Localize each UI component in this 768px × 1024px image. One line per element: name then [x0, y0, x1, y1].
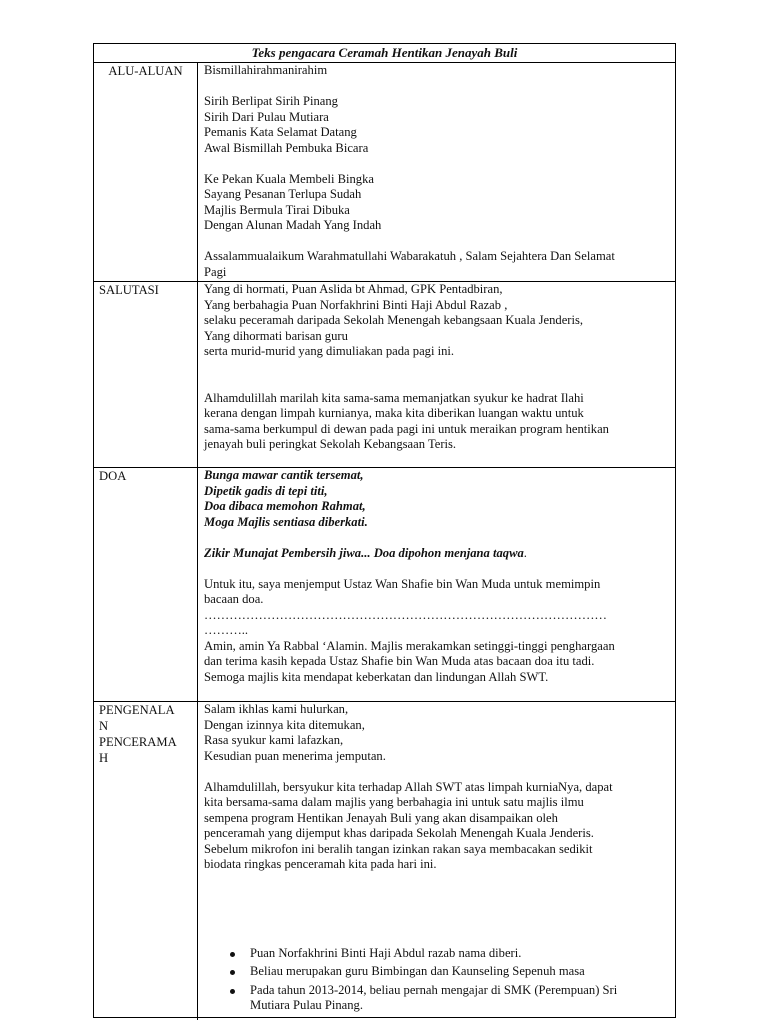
- text-line: Alhamdulillah marilah kita sama-sama memanjatkan syukur ke hadrat Ilahi: [204, 390, 584, 405]
- doa-poem-line: Bunga mawar cantik tersemat,: [204, 468, 364, 482]
- label-doa: DOA: [94, 468, 198, 701]
- doa-poem-line: Doa dibaca memohon Rahmat,: [204, 499, 366, 513]
- list-item-text: Pada tahun 2013-2014, beliau pernah mengajar di SMK (Perempuan) Sri: [250, 982, 618, 997]
- biodata-list: [204, 946, 670, 1014]
- text-line: Alhamdulillah, bersyukur kita terhadap Allah SWT atas limpah kurniaNya, dapat: [204, 779, 613, 794]
- text-line: serta murid-murid yang dimuliakan pada pagi ini.: [204, 344, 455, 358]
- list-item-text: Mutiara Pulau Pinang.: [250, 998, 363, 1012]
- text-line: kita bersama-sama dalam majlis yang berbahagia ini untuk satu majlis ilmu: [204, 795, 584, 809]
- text-line: Untuk itu, saya menjemput Ustaz Wan Shafie bin Wan Muda untuk memimpin: [204, 576, 601, 591]
- content-doa: [198, 468, 675, 685]
- row-doa: [94, 468, 675, 702]
- text-line: Yang berbahagia Puan Norfakhrini Binti Haji Abdul Razab ,: [204, 297, 508, 312]
- row-salutasi: [94, 282, 675, 468]
- zikir-period: .: [523, 545, 527, 560]
- label-salutasi: SALUTASI: [94, 282, 198, 467]
- list-item: [250, 964, 670, 980]
- greeting-line: Assalammualaikum Warahmatullahi Wabarakatuh , Salam Sejahtera Dan Selamat: [204, 249, 615, 263]
- pantun-line: Majlis Bermula Tirai Dibuka: [204, 202, 350, 217]
- doa-poem-line: Dipetik gadis di tepi titi,: [204, 483, 328, 498]
- text-line: biodata ringkas penceramah kita pada hari ini.: [204, 857, 437, 871]
- text-line: kerana dengan limpah kurnianya, maka kita diberikan luangan waktu untuk: [204, 406, 584, 420]
- pantun-line: Ke Pekan Kuala Membeli Bingka: [204, 171, 374, 186]
- emcee-script-table: [93, 43, 676, 1018]
- row-pengenalan-penceramah: [94, 702, 675, 1020]
- content-pengenalan-penceramah: [198, 702, 675, 1014]
- text-line: Yang di hormati, Puan Aslida bt Ahmad, GPK Pentadbiran,: [204, 282, 503, 296]
- list-item-text: Beliau merupakan guru Bimbingan dan Kaunseling Sepenuh masa: [250, 964, 585, 978]
- label-alu-aluan: ALU-ALUAN: [94, 63, 198, 281]
- pantun-line: Dengan izinnya kita ditemukan,: [204, 717, 365, 732]
- zikir-text: Zikir Munajat Pembersih jiwa... Doa dipohon menjana taqwa: [204, 545, 524, 560]
- text-line: Yang dihormati barisan guru: [204, 328, 348, 343]
- text-line: selaku peceramah daripada Sekolah Menengah kebangsaan Kuala Jenderis,: [204, 313, 584, 327]
- label-line: H: [99, 751, 109, 765]
- text-line: sempena program Hentikan Jenayah Buli yang akan disampaikan oleh: [204, 810, 558, 825]
- label-line: PENCERAMA: [99, 735, 177, 749]
- pantun-line: Pemanis Kata Selamat Datang: [204, 125, 357, 139]
- content-salutasi: [198, 282, 675, 453]
- greeting-line: Pagi: [204, 264, 227, 279]
- text-line: Sebelum mikrofon ini beralih tangan izinkan rakan saya membacakan sedikit: [204, 841, 593, 856]
- row-alu-aluan: [94, 63, 675, 282]
- dotted-line: ………..: [204, 623, 249, 637]
- zikir-line: [204, 546, 670, 562]
- dotted-line: ……………………………………………………………………………………: [204, 607, 607, 622]
- table-title: Teks pengacara Ceramah Hentikan Jenayah Buli: [94, 44, 675, 63]
- pantun-line: Sirih Berlipat Sirih Pinang: [204, 94, 338, 108]
- pantun-line: Sirih Dari Pulau Mutiara: [204, 109, 329, 124]
- pantun-line: Awal Bismillah Pembuka Bicara: [204, 140, 369, 155]
- text-line: Bismillahirahmanirahim: [204, 63, 328, 77]
- doa-poem-line: Moga Majlis sentiasa diberkati.: [204, 514, 368, 529]
- label-pengenalan-penceramah: [94, 702, 198, 1020]
- text-line: jenayah buli peringkat Sekolah Kebangsaan Teris.: [204, 437, 457, 451]
- text-line: penceramah yang dijemput khas daripada Sekolah Menengah Kuala Jenderis.: [204, 826, 594, 840]
- pantun-line: Sayang Pesanan Terlupa Sudah: [204, 187, 362, 201]
- label-line: N: [99, 719, 109, 733]
- pantun-line: Dengan Alunan Madah Yang Indah: [204, 218, 382, 232]
- text-line: Semoga majlis kita mendapat keberkatan dan lindungan Allah SWT.: [204, 669, 549, 684]
- list-item-text: Puan Norfakhrini Binti Haji Abdul razab nama diberi.: [250, 945, 522, 960]
- list-item: [250, 983, 670, 1014]
- text-line: Amin, amin Ya Rabbal ‘Alamin. Majlis merakamkan setinggi-tinggi penghargaan: [204, 638, 615, 653]
- label-line: PENGENALA: [99, 703, 175, 717]
- list-item: [250, 946, 670, 962]
- content-alu-aluan: [198, 63, 675, 280]
- text-line: bacaan doa.: [204, 592, 264, 606]
- pantun-line: Salam ikhlas kami hulurkan,: [204, 702, 349, 716]
- text-line: sama-sama berkumpul di dewan pada pagi ini untuk meraikan program hentikan: [204, 421, 609, 436]
- pantun-line: Kesudian puan menerima jemputan.: [204, 748, 386, 763]
- text-line: dan terima kasih kepada Ustaz Shafie bin Wan Muda atas bacaan doa itu tadi.: [204, 654, 595, 668]
- pantun-line: Rasa syukur kami lafazkan,: [204, 733, 344, 747]
